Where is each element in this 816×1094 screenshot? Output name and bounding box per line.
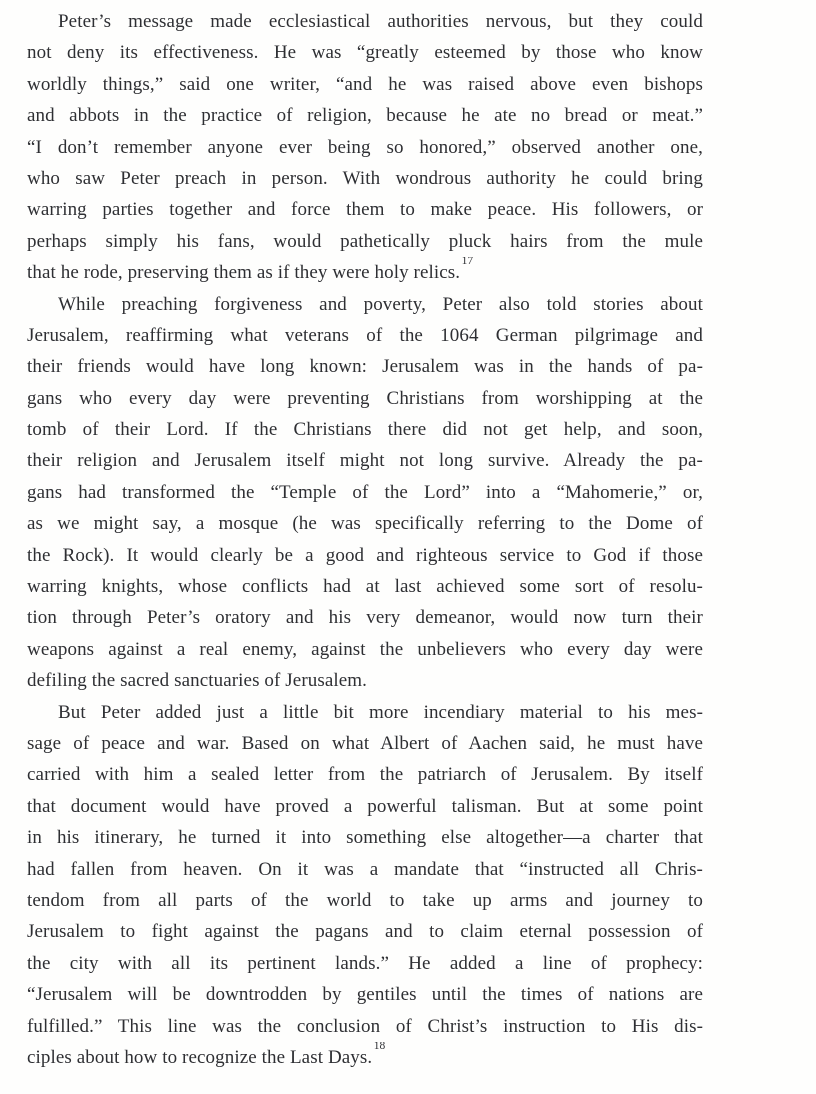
text-line: warring parties together and force them to make peace. His followers, or xyxy=(27,199,703,221)
text-line: weapons against a real enemy, against the unbelievers who every day were xyxy=(27,638,703,660)
text-line: “I don’t remember anyone ever being so honored,” observed another one, xyxy=(27,136,703,158)
text-line: had fallen from heaven. On it was a mandate that “instructed all Chris- xyxy=(27,858,703,880)
text-line xyxy=(27,257,703,288)
text-line-text: that he rode, preserving them as if they were holy relics. xyxy=(27,262,461,284)
text-line-text: defiling the sacred sanctuaries of Jerusalem. xyxy=(27,670,368,692)
text-line: that document would have proved a powerful talisman. But at some point xyxy=(27,795,703,817)
text-line: gans who every day were preventing Christians from worshipping at the xyxy=(27,387,703,409)
text-line: fulfilled.” This line was the conclusion of Christ’s instruction to His dis- xyxy=(27,1015,703,1037)
text-line: tion through Peter’s oratory and his very demeanor, would now turn their xyxy=(27,607,703,629)
text-line: worldly things,” said one writer, “and he was raised above even bishops xyxy=(27,73,703,95)
text-line: the city with all its pertinent lands.” He added a line of prophecy: xyxy=(27,952,703,974)
text-line: their friends would have long known: Jerusalem was in the hands of pa- xyxy=(27,356,703,378)
text-line: But Peter added just a little bit more incendiary material to his mes- xyxy=(58,701,703,723)
text-line: “Jerusalem will be downtrodden by gentiles until the times of nations are xyxy=(27,984,703,1006)
text-line: and abbots in the practice of religion, because he ate no bread or meat.” xyxy=(27,105,703,127)
paragraph-2 xyxy=(27,289,703,697)
paragraph-3 xyxy=(27,697,703,1074)
text-line: Jerusalem, reaffirming what veterans of the 1064 German pilgrimage and xyxy=(27,324,703,346)
text-line: tendom from all parts of the world to take up arms and journey to xyxy=(27,889,703,911)
text-line: not deny its effectiveness. He was “greatly esteemed by those who know xyxy=(27,42,703,64)
text-line: Jerusalem to fight against the pagans and to claim eternal possession of xyxy=(27,921,703,943)
text-line: carried with him a sealed letter from the patriarch of Jerusalem. By itself xyxy=(27,764,703,786)
text-line: as we might say, a mosque (he was specifically referring to the Dome of xyxy=(27,513,703,535)
footnote-reference: 18 xyxy=(373,1041,386,1053)
footnote-reference: 17 xyxy=(461,257,474,268)
text-line xyxy=(27,1042,703,1073)
text-line: their religion and Jerusalem itself might not long survive. Already the pa- xyxy=(27,450,703,472)
text-line: tomb of their Lord. If the Christians there did not get help, and soon, xyxy=(27,419,703,441)
text-line: gans had transformed the “Temple of the Lord” into a “Mahomerie,” or, xyxy=(27,481,703,503)
text-line: the Rock). It would clearly be a good and righteous service to God if those xyxy=(27,544,703,566)
text-line: who saw Peter preach in person. With wondrous authority he could bring xyxy=(27,167,703,189)
text-line: sage of peace and war. Based on what Albert of Aachen said, he must have xyxy=(27,732,703,754)
text-line xyxy=(27,665,703,696)
text-line: warring knights, whose conflicts had at last achieved some sort of resolu- xyxy=(27,576,703,598)
text-line: While preaching forgiveness and poverty, Peter also told stories about xyxy=(58,293,703,315)
text-line: Peter’s message made ecclesiastical authorities nervous, but they could xyxy=(58,11,703,32)
text-line: perhaps simply his fans, would pathetically pluck hairs from the mule xyxy=(27,230,703,252)
text-line: in his itinerary, he turned it into something else altogether—a charter that xyxy=(27,827,703,849)
paragraph-1 xyxy=(27,6,703,289)
text-line-text: ciples about how to recognize the Last Days. xyxy=(27,1046,373,1068)
